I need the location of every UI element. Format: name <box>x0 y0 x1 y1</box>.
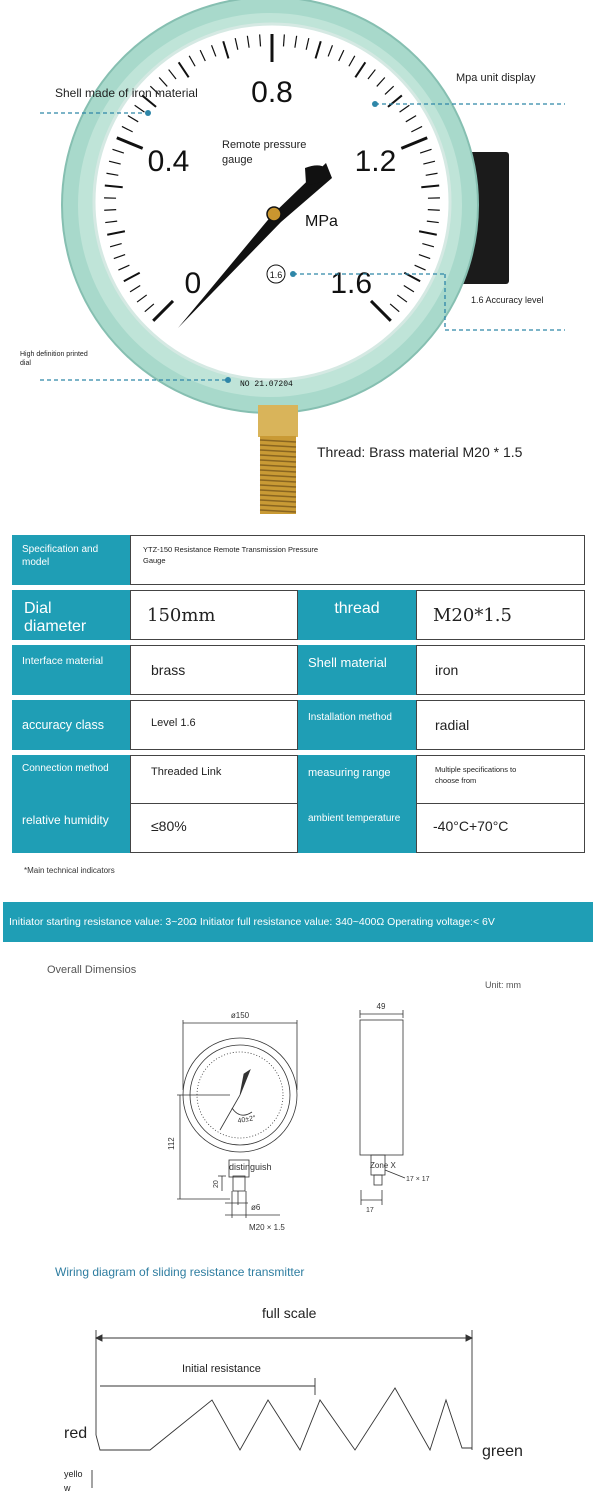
spec-value: Level 1.6 <box>130 700 298 750</box>
spec-value: brass <box>130 645 298 695</box>
spec-key: thread <box>298 590 416 640</box>
dim-depth: 49 <box>376 1002 386 1011</box>
spec-footnote: *Main technical indicators <box>24 866 115 875</box>
spec-model-value-line1: YTZ-150 Resistance Remote Transmission Pressure <box>143 545 319 554</box>
spec-model-row <box>12 535 585 585</box>
wiring-green: green <box>482 1443 523 1460</box>
callout-accuracy: 1.6 Accuracy level <box>471 295 544 305</box>
wiring-initial: Initial resistance <box>182 1363 261 1375</box>
spec-key: ambient temperature <box>298 803 416 853</box>
dim-hex-w: 17 <box>366 1207 374 1214</box>
spec-key: measuring range <box>298 755 416 805</box>
spec-value: radial <box>416 700 585 750</box>
spec-model-label-line2: model <box>22 557 50 568</box>
dim-thread: M20 × 1.5 <box>249 1223 285 1232</box>
scale-label: 1.6 <box>330 267 373 301</box>
spec-value: iron <box>416 645 585 695</box>
spec-row-4 <box>12 755 585 805</box>
spec-model-label <box>12 535 130 585</box>
callout-dial-line1: High definition printed <box>20 351 88 358</box>
spec-value: M20*1.5 <box>416 590 585 640</box>
spec-model-label-line1: Specification and <box>22 544 99 555</box>
callout-thread: Thread: Brass material M20 * 1.5 <box>317 444 523 460</box>
spec-key: relative humidity <box>12 803 130 853</box>
wiring-full-scale: full scale <box>262 1305 317 1321</box>
spec-key: Dial diameter <box>12 590 130 640</box>
spec-model-value <box>130 535 585 585</box>
wiring-title: Wiring diagram of sliding resistance transmitter <box>55 1265 305 1279</box>
spec-key: Interface material <box>12 645 130 695</box>
scale-label: 1.2 <box>354 145 397 179</box>
spec-model-value-line2: Gauge <box>143 556 166 565</box>
spec-value: ≤80% <box>130 803 298 853</box>
spec-value: -40°C+70°C <box>416 803 585 853</box>
dim-stem-dia: ø6 <box>251 1203 261 1212</box>
dim-angle: 40±2° <box>237 1114 257 1125</box>
spec-key: accuracy class <box>12 700 130 750</box>
callout-dial <box>20 350 88 368</box>
spec-row-1 <box>12 590 585 640</box>
dial-title-line2: gauge <box>222 154 253 166</box>
spec-row-5 <box>12 803 585 853</box>
brass-socket <box>258 405 298 437</box>
spec-key: Connection method <box>12 755 130 805</box>
dimension-drawing <box>0 990 598 1250</box>
callout-dial-line2: dial <box>20 360 31 367</box>
dimensions-unit: Unit: mm <box>485 980 521 990</box>
wiring-yellow-line1: yello <box>64 1469 83 1479</box>
dial-title-line1: Remote pressure <box>222 139 307 151</box>
spec-value: 150mm <box>130 590 298 640</box>
wiring-yellow <box>63 1469 85 1493</box>
dim-diameter: ø150 <box>230 1011 250 1020</box>
needle-hub <box>267 207 281 221</box>
spec-key: Shell material <box>298 645 416 695</box>
dim-zone: Zone X <box>370 1161 396 1170</box>
scale-label: 0.4 <box>147 145 190 179</box>
gauge-section <box>0 0 598 525</box>
dim-distinguish: distinguish <box>229 1162 272 1172</box>
spec-row-3 <box>12 700 585 750</box>
dim-height: 112 <box>167 1137 176 1150</box>
spec-key: Installation method <box>298 700 416 750</box>
wiring-labels <box>63 1305 523 1493</box>
scale-label: 0.8 <box>251 76 293 109</box>
spec-row-2 <box>12 645 585 695</box>
serial-number: NO 21.07204 <box>240 380 293 389</box>
wiring-yellow-line2: w <box>64 1483 71 1493</box>
dim-hex: 17 × 17 <box>406 1176 430 1183</box>
scale-label: 0 <box>184 267 202 301</box>
callout-unit-display: Mpa unit display <box>456 72 536 84</box>
unit-label: MPa <box>305 213 338 230</box>
accuracy-mark: 1.6 <box>269 270 283 280</box>
minor-tick <box>104 210 116 211</box>
spec-range-line2: choose from <box>435 776 477 785</box>
callout-shell: Shell made of iron material <box>55 86 198 100</box>
spec-value: Threaded Link <box>130 755 298 805</box>
dim-stem-len: 20 <box>213 1180 220 1188</box>
minor-tick <box>428 210 440 211</box>
resistance-banner: Initiator starting resistance value: 3~20Ω Initiator full resistance value: 340~400Ω Operating voltage:< 6V <box>3 902 593 942</box>
spec-range-line1: Multiple specifications to <box>435 765 517 774</box>
dimensions-title: Overall Dimensios <box>47 964 137 976</box>
spec-value <box>416 755 585 805</box>
wiring-red: red <box>64 1425 88 1442</box>
wiring-diagram <box>0 1300 598 1500</box>
